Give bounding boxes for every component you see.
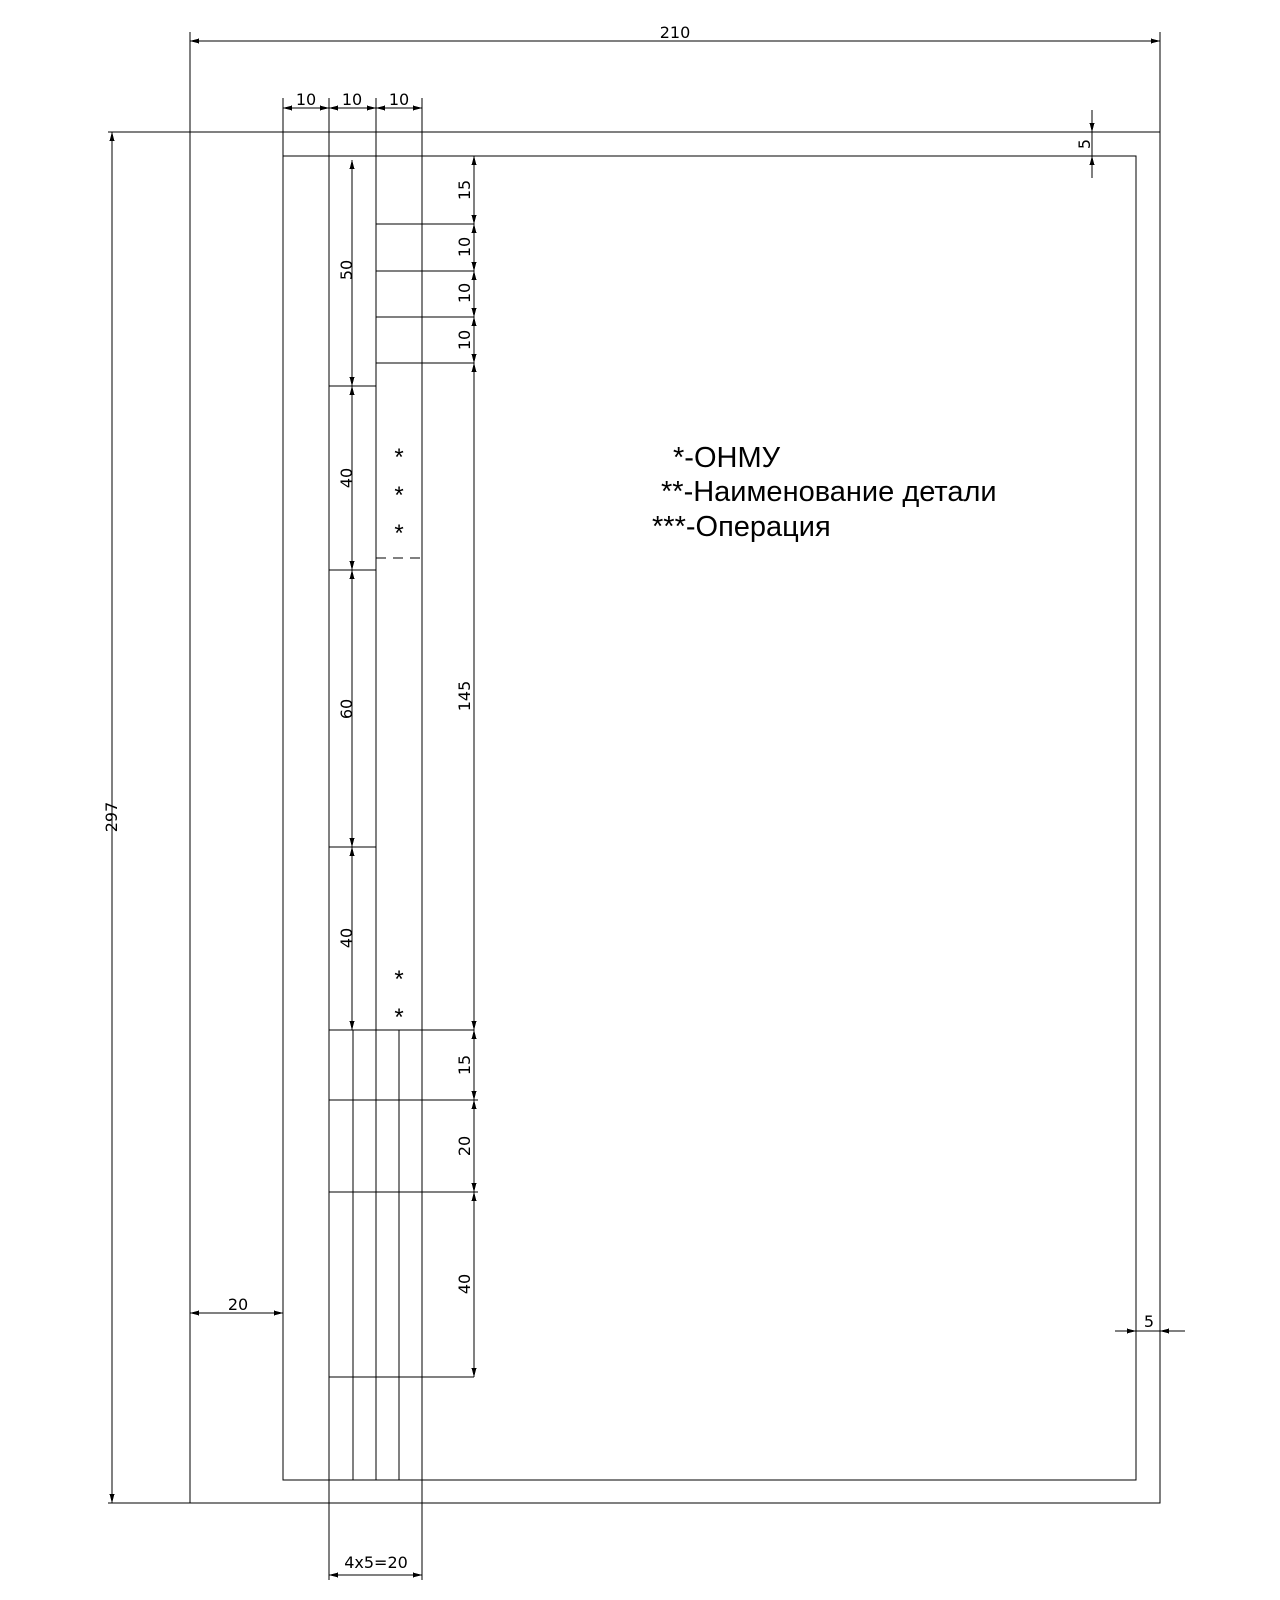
- drawing-lines: [190, 132, 1160, 1503]
- left-margin-label: 20: [227, 1295, 249, 1314]
- dimension-arrow-57: [472, 224, 477, 233]
- dimension-arrow-75: [472, 1192, 477, 1201]
- dimension-arrow-4: [1151, 39, 1160, 44]
- bottom-band-label: 4x5=20: [344, 1553, 408, 1572]
- right-col-label-7: 20: [455, 1135, 474, 1157]
- dimension-labels: [102, 23, 1154, 1572]
- dimension-arrow-58: [472, 262, 477, 271]
- right-col-label-2: 10: [455, 236, 474, 258]
- star-marker-lower-2: *: [394, 1004, 404, 1031]
- star-marker-upper-2: *: [394, 482, 404, 509]
- column-b-label: 10: [341, 90, 363, 109]
- inner-frame: [283, 156, 1136, 1480]
- dimension-arrow-16: [320, 106, 329, 111]
- dimension-arrow-73: [472, 1183, 477, 1192]
- dimension-arrow-3: [190, 39, 199, 44]
- dimension-arrow-67: [472, 1021, 477, 1030]
- right-col-label-8: 40: [455, 1273, 474, 1295]
- left-col-label-4: 40: [337, 927, 356, 949]
- right-col-label-3: 10: [455, 282, 474, 304]
- dimension-arrow-43: [350, 377, 355, 386]
- dimension-arrow-48: [350, 570, 355, 579]
- star-marker-upper-1: *: [394, 444, 404, 471]
- dimension-arrow-25: [274, 1311, 283, 1316]
- dimension-arrow-15: [283, 106, 292, 111]
- dimension-arrow-76: [472, 1368, 477, 1377]
- dimension-arrow-63: [472, 317, 477, 326]
- star-marker-lower-1: *: [394, 966, 404, 993]
- right-col-label-5: 145: [455, 680, 474, 712]
- column-c-label: 10: [388, 90, 410, 109]
- dimension-arrow-8: [110, 132, 115, 141]
- dimension-arrow-54: [472, 156, 477, 165]
- dimension-arrow-49: [350, 838, 355, 847]
- right-col-label-6: 15: [455, 1054, 474, 1076]
- legend-line-2: **-Наименование детали: [661, 476, 997, 508]
- dimension-arrow-70: [472, 1091, 477, 1100]
- dimension-arrow-24: [190, 1311, 199, 1316]
- dimension-arrow-18: [329, 106, 338, 111]
- dimension-arrow-72: [472, 1100, 477, 1109]
- dimension-arrow-39: [329, 1573, 338, 1578]
- dimension-arrow-42: [350, 160, 355, 169]
- left-col-label-2: 40: [337, 467, 356, 489]
- dimension-arrow-9: [110, 1494, 115, 1503]
- sheet-width-label: 210: [659, 23, 691, 42]
- dimension-lines: [108, 32, 1185, 1580]
- dimension-arrow-34: [1160, 1329, 1169, 1334]
- dimension-arrow-46: [350, 561, 355, 570]
- marker-stars: [394, 444, 403, 1031]
- legend-line-1: *-ОНМУ: [673, 442, 781, 474]
- column-a-label: 10: [295, 90, 317, 109]
- top-margin-label: 5: [1075, 138, 1094, 150]
- dimension-arrow-69: [472, 1030, 477, 1039]
- right-col-label-4: 10: [455, 329, 474, 351]
- left-col-label-1: 50: [337, 259, 356, 281]
- legend: [652, 442, 997, 543]
- dimension-arrow-45: [350, 386, 355, 395]
- dimension-arrow-52: [350, 1021, 355, 1030]
- star-marker-upper-3: *: [394, 520, 404, 547]
- sheet-outer-frame: [190, 132, 1160, 1503]
- right-margin-label: 5: [1143, 1312, 1155, 1331]
- dimension-arrow-27: [1090, 123, 1095, 132]
- dimension-arrow-40: [413, 1573, 422, 1578]
- dimension-arrow-32: [1127, 1329, 1136, 1334]
- dimension-arrow-21: [376, 106, 385, 111]
- dimension-arrow-29: [1090, 156, 1095, 165]
- dimension-arrow-64: [472, 354, 477, 363]
- right-col-label-1: 15: [455, 179, 474, 201]
- dimension-arrow-51: [350, 847, 355, 856]
- left-col-label-3: 60: [337, 698, 356, 720]
- dimension-arrow-60: [472, 271, 477, 280]
- dimension-arrow-22: [413, 106, 422, 111]
- legend-line-3: ***-Операция: [652, 511, 831, 543]
- dimension-arrow-55: [472, 215, 477, 224]
- dimension-arrow-66: [472, 363, 477, 372]
- dimension-arrow-61: [472, 308, 477, 317]
- dimension-arrow-19: [367, 106, 376, 111]
- sheet-height-label: 297: [102, 801, 121, 833]
